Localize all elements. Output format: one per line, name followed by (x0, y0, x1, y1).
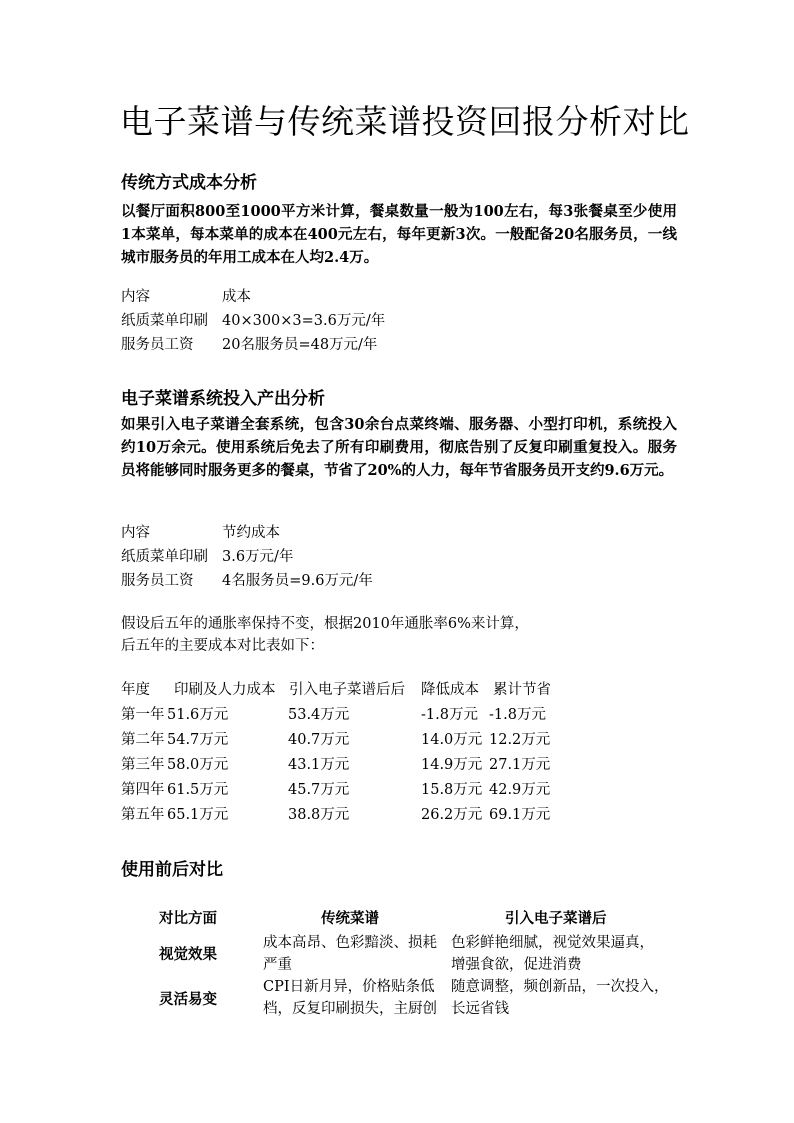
traditional-line: 成本高昂、色彩黯淡、损耗 (263, 935, 437, 951)
cost-reduced: 15.8万元 (421, 782, 483, 798)
header-traditional: 传统菜谱 (321, 911, 379, 927)
header-content: 内容 (121, 525, 150, 541)
col-year: 年度 (121, 682, 150, 698)
year-label: 第四年 (121, 782, 165, 798)
cost-before: 58.0万元 (167, 757, 229, 773)
col-print-labor-cost: 印刷及人力成本 (174, 682, 276, 698)
col-after-electronic: 引入电子菜谱后后 (289, 682, 405, 698)
traditional-line: 严重 (263, 957, 292, 973)
cost-before: 51.6万元 (167, 707, 229, 723)
cost-after: 43.1万元 (288, 757, 350, 773)
cost-reduced: 14.0万元 (421, 732, 483, 748)
row-item: 服务员工资 (121, 573, 194, 589)
cost-after: 53.4万元 (288, 707, 350, 723)
inflation-note-line1: 假设后五年的通胀率保持不变，根据2010年通胀率6%来计算， (121, 616, 529, 632)
cost-reduced: -1.8万元 (421, 707, 478, 723)
aspect-label: 灵活易变 (159, 992, 217, 1008)
section-heading-traditional-cost: 传统方式成本分析 (121, 173, 257, 193)
cumulative-saving: 27.1万元 (489, 757, 551, 773)
cost-reduced: 26.2万元 (421, 807, 483, 823)
row-item: 纸质菜单印刷 (121, 549, 208, 565)
row-item: 服务员工资 (121, 337, 194, 353)
cumulative-saving: 42.9万元 (489, 782, 551, 798)
year-label: 第三年 (121, 757, 165, 773)
aspect-label: 视觉效果 (159, 947, 217, 963)
paragraph-traditional-cost: 以餐厅面积800至1000平方米计算，餐桌数量一般为100左右，每3张餐桌至少使用1本菜单，每本菜单的成本在400元左右，每年更新3次。一般配备20名服务员，一线城市服务员的年用工成本在人均2.4万。 (121, 203, 677, 266)
page-title: 电子菜谱与传统菜谱投资回报分析对比 (120, 102, 690, 141)
inflation-note-line2: 后五年的主要成本对比表如下： (121, 638, 324, 654)
cost-before: 54.7万元 (167, 732, 229, 748)
year-label: 第五年 (121, 807, 165, 823)
row-value: 20名服务员=48万元/年 (222, 337, 378, 353)
row-value: 3.6万元/年 (222, 549, 294, 565)
cost-after: 45.7万元 (288, 782, 350, 798)
row-value: 4名服务员=9.6万元/年 (222, 573, 373, 589)
electronic-line: 长远省钱 (451, 1001, 509, 1017)
cost-before: 65.1万元 (167, 807, 229, 823)
traditional-line: 档，反复印刷损失，主厨创 (263, 1001, 437, 1017)
comparison-table-header (153, 902, 677, 926)
cost-after: 40.7万元 (288, 732, 350, 748)
electronic-line: 色彩鲜艳细腻，视觉效果逼真， (451, 935, 654, 951)
header-cost: 成本 (222, 289, 251, 305)
header-content: 内容 (121, 289, 150, 305)
section-heading-electronic-menu: 电子菜谱系统投入产出分析 (121, 389, 325, 409)
header-electronic: 引入电子菜谱后 (505, 911, 607, 927)
section-heading-before-after: 使用前后对比 (121, 860, 223, 880)
electronic-line: 随意调整，频创新品，一次投入， (451, 979, 669, 995)
header-saving: 节约成本 (222, 525, 280, 541)
cumulative-saving: 12.2万元 (489, 732, 551, 748)
row-value: 40×300×3=3.6万元/年 (222, 313, 386, 329)
year-label: 第二年 (121, 732, 165, 748)
header-aspect: 对比方面 (159, 911, 217, 927)
cost-before: 61.5万元 (167, 782, 229, 798)
col-reduced-cost: 降低成本 (421, 682, 479, 698)
traditional-line: CPI日新月异，价格贴条低 (263, 979, 435, 995)
cumulative-saving: -1.8万元 (489, 707, 546, 723)
paragraph-electronic-menu: 如果引入电子菜谱全套系统，包含30余台点菜终端、服务器、小型打印机，系统投入约10万余元。使用系统后免去了所有印刷费用，彻底告别了反复印刷重复投入。服务员将能够同时服务更多的餐桌，节省了20%的人力，每年节省服务员开支约9.6万元。 (121, 416, 677, 479)
cumulative-saving: 69.1万元 (489, 807, 551, 823)
cost-reduced: 14.9万元 (421, 757, 483, 773)
row-item: 纸质菜单印刷 (121, 313, 208, 329)
year-label: 第一年 (121, 707, 165, 723)
electronic-line: 增强食欲，促进消费 (451, 957, 582, 973)
col-cumulative-saving: 累计节省 (493, 682, 551, 698)
cost-after: 38.8万元 (288, 807, 350, 823)
